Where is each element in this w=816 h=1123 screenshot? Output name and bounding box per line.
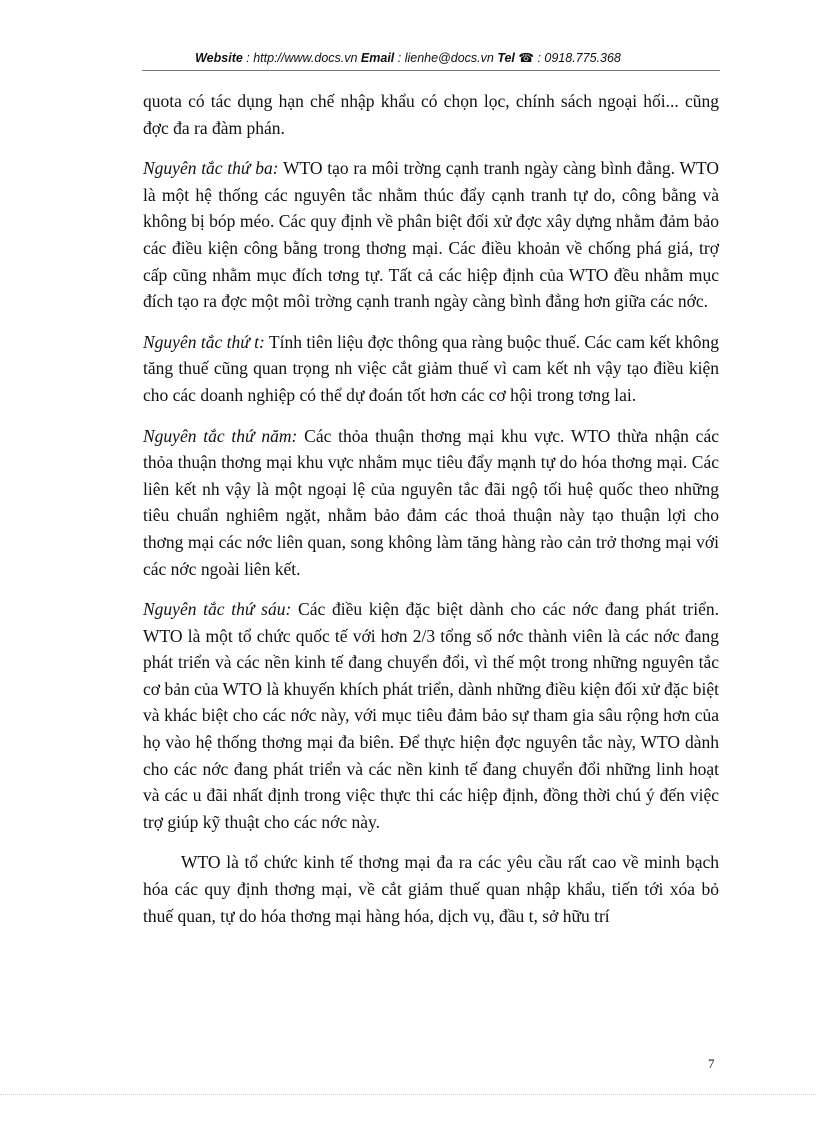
- principle-6-text: Các điều kiện đặc biệt dành cho các nớc đang phát triển. WTO là một tổ chức quốc tế với hơn 2/3 tổng số nớc thành viên là các nớc đang phát triển và các nền kinh tế đang chuyển đổi, vì thế một trong những nguyên tắc cơ bản của WTO là khuyến khích phát triển, dành những điều kiện đối xử đặc biệt và khác biệt cho các nớc này, với mục tiêu đảm bảo sự tham gia sâu rộng hơn của họ vào hệ thống thơng mại đa biên. Để thực hiện đợc nguyên tắc này, WTO dành cho các nớc đang phát triển và các nền kinh tế đang chuyển đổi những linh hoạt và các u đãi nhất định trong việc thực thi các hiệp định, đồng thời chú ý đến việc trợ giúp kỹ thuật cho các nớc này.: [143, 599, 719, 832]
- paragraph-1: quota có tác dụng hạn chế nhập khẩu có chọn lọc, chính sách ngoại hối... cũng đợc đa ra đàm phán.: [143, 91, 719, 138]
- principle-6-heading: Nguyên tắc thứ sáu:: [143, 599, 292, 620]
- principle-5-heading: Nguyên tắc thứ năm:: [143, 425, 298, 446]
- paragraph-principle-3: [143, 155, 719, 315]
- principle-5-text: Các thỏa thuận thơng mại khu vực. WTO thừa nhận các thỏa thuận thơng mại khu vực nhằm mục tiêu đẩy mạnh tự do hóa thơng mại. Các liên kết nh vậy là một ngoại lệ của nguyên tắc đãi ngộ tối huệ quốc theo những tiêu chuẩn nghiêm ngặt, nhằm bảo đảm các thoả thuận này tạo thuận lợi cho thơng mại các nớc liên quan, song không làm tăng hàng rào cản trở thơng mại với các nớc ngoài liên kết.: [143, 425, 719, 579]
- principle-4-text: Tính tiên liệu đợc thông qua ràng buộc thuế. Các cam kết không tăng thuế cũng quan trọng nh việc cắt giảm thuế vì cam kết nh vậy tạo điều kiện cho các doanh nghiệp có thể dự đoán tốt hơn các cơ hội trong tơng lai.: [143, 331, 719, 405]
- tel-value: : 0918.775.368: [533, 51, 621, 65]
- email-label: Email: [360, 51, 395, 65]
- website-value: : http://www.docs.vn: [242, 51, 361, 65]
- page-number: 7: [708, 1056, 715, 1071]
- page-header: [0, 50, 816, 65]
- phone-icon: ☎: [518, 51, 534, 65]
- header-divider: [142, 70, 720, 71]
- email-value: : lienhe@docs.vn: [394, 51, 498, 65]
- paragraph-principle-6: [143, 596, 719, 835]
- principle-3-text: WTO tạo ra môi trờng cạnh tranh ngày càng bình đẳng. WTO là một hệ thống các nguyên tắc nhằm thúc đẩy cạnh tranh tự do, công bằng và không bị bóp méo. Các quy định về phân biệt đối xử đợc xây dựng nhằm đảm bảo các điều kiện công bằng trong thơng mại. Các điều khoản về chống phá giá, trợ cấp cũng nhằm mục đích tơng tự. Tất cả các hiệp định của WTO đều nhằm mục đích tạo ra đợc một môi trờng cạnh tranh ngày càng bình đẳng hơn giữa các nớc.: [143, 158, 719, 312]
- paragraph-wto-summary: WTO là tổ chức kinh tế thơng mại đa ra các yêu cầu rất cao về minh bạch hóa các quy định thơng mại, về cắt giảm thuế quan nhập khẩu, tiến tới xóa bỏ thuế quan, tự do hóa thơng mại hàng hóa, dịch vụ, đầu t, sở hữu trí: [143, 852, 719, 926]
- paragraph-principle-5: [143, 423, 719, 583]
- website-label: Website: [195, 51, 243, 65]
- principle-3-heading: Nguyên tắc thứ ba:: [143, 158, 279, 179]
- document-body: [143, 88, 719, 943]
- paragraph-principle-4: [143, 329, 719, 409]
- principle-4-heading: Nguyên tắc thứ t:: [143, 331, 265, 352]
- page-bottom-divider: [0, 1094, 816, 1095]
- tel-label: Tel: [497, 51, 515, 65]
